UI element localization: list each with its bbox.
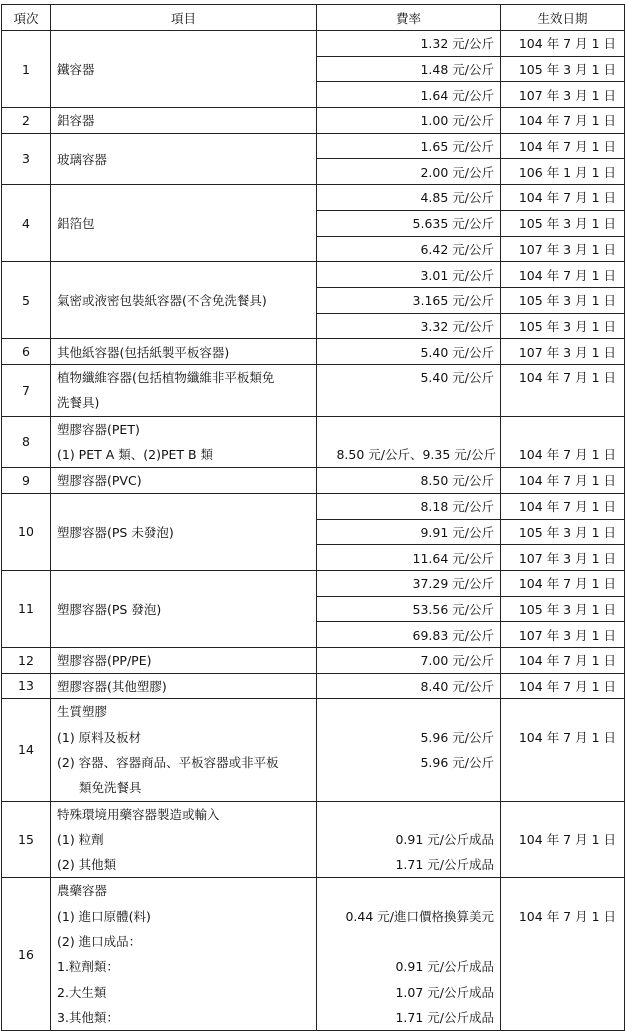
effective-date: 107 年 3 月 1 日: [501, 622, 625, 648]
item-line: 農藥容器: [57, 883, 108, 899]
rate-value: 1.64 元/公斤: [317, 82, 501, 108]
item-name: [51, 801, 317, 878]
item-name: 氣密或液密包裝紙容器(不含免洗餐具): [51, 262, 317, 339]
rate-value: 6.42 元/公斤: [317, 236, 501, 262]
effective-date: 105 年 3 月 1 日: [501, 313, 625, 339]
item-name: [51, 699, 317, 801]
item-name: 塑膠容器(PS 未發泡): [51, 493, 317, 570]
table-row: [2, 801, 625, 878]
item-line: (2) 容器、容器商品、平板容器或非平板: [57, 754, 279, 770]
rate-value: 1.71 元/公斤成品: [395, 857, 494, 873]
item-line: 植物纖維容器(包括植物纖維非平板類免: [57, 369, 275, 385]
rate-value: 1.32 元/公斤: [317, 31, 501, 57]
date-cell: [501, 801, 625, 878]
table-row: [2, 468, 625, 494]
effective-date: 104 年 7 月 1 日: [501, 262, 625, 288]
item-name: 玻璃容器: [51, 133, 317, 184]
rate-value: 4.85 元/公斤: [317, 185, 501, 211]
fee-rate-table: [1, 4, 625, 1031]
rate-value: 0.44 元/進口價格換算美元: [345, 908, 494, 924]
rate-value: 37.29 元/公斤: [317, 570, 501, 596]
effective-date: 104 年 7 月 1 日: [501, 673, 625, 699]
effective-date: 104 年 7 月 1 日: [501, 108, 625, 134]
row-number: 12: [2, 647, 51, 673]
rate-value: 5.40 元/公斤: [317, 339, 501, 365]
item-line: (1) 原料及板材: [57, 729, 142, 745]
effective-date: 104 年 7 月 1 日: [501, 493, 625, 519]
item-line: 1.粒劑類：: [57, 959, 119, 975]
effective-date: 104 年 7 月 1 日: [518, 446, 616, 462]
row-number: 13: [2, 673, 51, 699]
table-row: [2, 185, 625, 211]
rate-value: 5.96 元/公斤: [420, 754, 494, 770]
effective-date: 104 年 7 月 1 日: [501, 647, 625, 673]
header-no: 項次: [2, 5, 51, 31]
table-row: [2, 339, 625, 365]
rate-value: 1.00 元/公斤: [317, 108, 501, 134]
date-cell: [501, 878, 625, 1031]
row-number: 2: [2, 108, 51, 134]
row-number: 4: [2, 185, 51, 262]
item-line: (2) 進口成品：: [57, 933, 142, 949]
rate-cell: [317, 416, 501, 468]
effective-date: 104 年 7 月 1 日: [501, 468, 625, 494]
rate-value: 3.01 元/公斤: [317, 262, 501, 288]
item-name: 鋁容器: [51, 108, 317, 134]
rate-value: 0.91 元/公斤成品: [395, 959, 494, 975]
table-row: [2, 108, 625, 134]
row-number: 16: [2, 878, 51, 1031]
table-row: [2, 673, 625, 699]
rate-value: 3.32 元/公斤: [317, 313, 501, 339]
effective-date: 104 年 7 月 1 日: [501, 31, 625, 57]
rate-value: 5.96 元/公斤: [420, 729, 494, 745]
effective-date: 105 年 3 月 1 日: [501, 287, 625, 313]
effective-date: 104 年 7 月 1 日: [518, 729, 616, 745]
effective-date: 104 年 7 月 1 日: [518, 831, 616, 847]
table-row: [2, 262, 625, 288]
item-line: (1) 進口原體(料): [57, 908, 151, 924]
item-line: 生質塑膠: [57, 704, 108, 720]
row-number: 14: [2, 699, 51, 801]
rate-value: 1.65 元/公斤: [317, 133, 501, 159]
effective-date: 104 年 7 月 1 日: [518, 908, 616, 924]
row-number: 7: [2, 364, 51, 416]
rate-value: 5.635 元/公斤: [317, 210, 501, 236]
rate-value: 1.07 元/公斤成品: [395, 984, 494, 1000]
table-row: [2, 364, 625, 416]
item-line: 塑膠容器(PET): [57, 421, 140, 437]
effective-date: 105 年 3 月 1 日: [501, 596, 625, 622]
item-line: 3.其他類：: [57, 1009, 119, 1025]
effective-date: 106 年 1 月 1 日: [501, 159, 625, 185]
table-row: [2, 647, 625, 673]
item-line: (1) 粒劑: [57, 831, 104, 847]
effective-date: 104 年 7 月 1 日: [501, 570, 625, 596]
rate-cell: [317, 364, 501, 416]
effective-date: 107 年 3 月 1 日: [501, 236, 625, 262]
rate-value: 3.165 元/公斤: [317, 287, 501, 313]
rate-value: 2.00 元/公斤: [317, 159, 501, 185]
item-line: 洗餐具): [57, 395, 100, 411]
rate-value: 7.00 元/公斤: [317, 647, 501, 673]
effective-date: 107 年 3 月 1 日: [501, 545, 625, 571]
rate-cell: [317, 801, 501, 878]
item-name: 塑膠容器(PS 發泡): [51, 570, 317, 647]
header-rate: 費率: [317, 5, 501, 31]
item-name: [51, 416, 317, 468]
rate-value: 53.56 元/公斤: [317, 596, 501, 622]
table-row: [2, 699, 625, 801]
row-number: 10: [2, 493, 51, 570]
effective-date: 105 年 3 月 1 日: [501, 210, 625, 236]
table-row: [2, 493, 625, 519]
item-name: [51, 878, 317, 1031]
rate-value: 0.91 元/公斤成品: [395, 831, 494, 847]
effective-date: 105 年 3 月 1 日: [501, 56, 625, 82]
item-line: (2) 其他類: [57, 857, 117, 873]
row-number: 5: [2, 262, 51, 339]
table-row: [2, 133, 625, 159]
item-name: 鋁箔包: [51, 185, 317, 262]
rate-value: 8.18 元/公斤: [317, 493, 501, 519]
table-row: [2, 31, 625, 57]
date-cell: [501, 416, 625, 468]
rate-cell: [317, 699, 501, 801]
table-row: [2, 878, 625, 1031]
effective-date: 104 年 7 月 1 日: [518, 369, 616, 385]
date-cell: [501, 699, 625, 801]
date-cell: [501, 364, 625, 416]
item-line: 2.大生類: [57, 984, 107, 1000]
rate-value: 8.50 元/公斤、9.35 元/公斤: [336, 446, 496, 462]
item-name: 塑膠容器(PVC): [51, 468, 317, 494]
rate-value: 1.71 元/公斤成品: [395, 1009, 494, 1025]
row-number: 3: [2, 133, 51, 184]
item-name: 塑膠容器(PP/PE): [51, 647, 317, 673]
rate-value: 8.40 元/公斤: [317, 673, 501, 699]
item-name: 塑膠容器(其他塑膠): [51, 673, 317, 699]
effective-date: 107 年 3 月 1 日: [501, 82, 625, 108]
item-line: (1) PET A 類、(2)PET B 類: [57, 446, 214, 462]
item-name: [51, 364, 317, 416]
rate-value: 9.91 元/公斤: [317, 519, 501, 545]
item-line: 類免洗餐具: [79, 780, 142, 796]
row-number: 15: [2, 801, 51, 878]
effective-date: 107 年 3 月 1 日: [501, 339, 625, 365]
item-name: 其他紙容器(包括紙製平板容器): [51, 339, 317, 365]
rate-value: 69.83 元/公斤: [317, 622, 501, 648]
header-row: [2, 5, 625, 31]
row-number: 11: [2, 570, 51, 647]
row-number: 8: [2, 416, 51, 468]
table-row: [2, 570, 625, 596]
header-item: 項目: [51, 5, 317, 31]
header-date: 生效日期: [501, 5, 625, 31]
table-row: [2, 416, 625, 468]
rate-value: 5.40 元/公斤: [420, 369, 494, 385]
effective-date: 104 年 7 月 1 日: [501, 185, 625, 211]
item-line: 特殊環境用藥容器製造或輸入: [57, 806, 220, 822]
row-number: 9: [2, 468, 51, 494]
row-number: 1: [2, 31, 51, 108]
effective-date: 105 年 3 月 1 日: [501, 519, 625, 545]
rate-value: 8.50 元/公斤: [317, 468, 501, 494]
item-name: 鐵容器: [51, 31, 317, 108]
rate-value: 1.48 元/公斤: [317, 56, 501, 82]
effective-date: 104 年 7 月 1 日: [501, 133, 625, 159]
rate-cell: [317, 878, 501, 1031]
row-number: 6: [2, 339, 51, 365]
rate-value: 11.64 元/公斤: [317, 545, 501, 571]
